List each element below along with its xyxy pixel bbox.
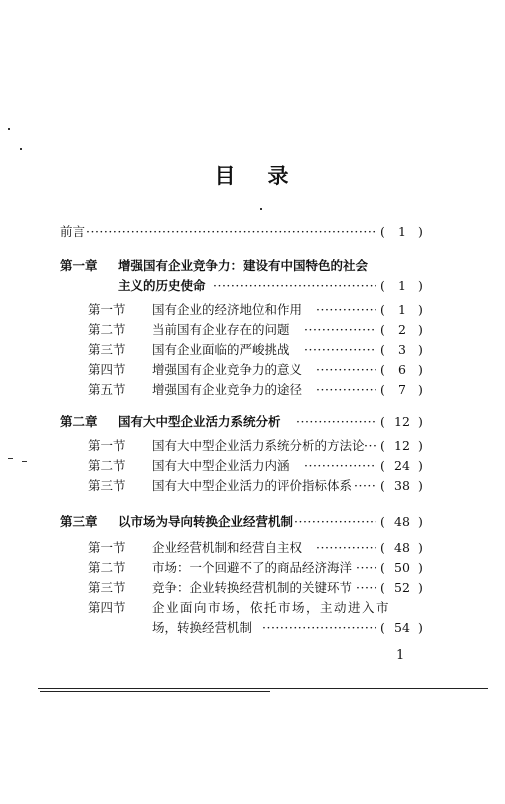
page-footer-number: 1 [396, 648, 405, 663]
dot-leader [262, 618, 376, 638]
toc-chapter-2 [0, 412, 505, 432]
page-number: 52 [394, 580, 410, 595]
page-number: 1 [398, 278, 406, 293]
scan-speck [20, 148, 22, 150]
page-number: 50 [394, 560, 410, 575]
paren-open: ( [380, 382, 385, 397]
scan-speck [8, 128, 10, 130]
paren-open: ( [380, 342, 385, 357]
section-number: 第一节 [88, 540, 126, 555]
section-number: 第三节 [88, 342, 126, 357]
toc-section [0, 360, 505, 380]
section-number: 第三节 [88, 580, 126, 595]
page-number: 48 [394, 540, 410, 555]
section-number: 第三节 [88, 478, 126, 493]
toc-section [0, 340, 505, 360]
paren-open: ( [380, 540, 385, 555]
paren-open: ( [380, 438, 385, 453]
section-title: 企业经营机制和经营自主权 [152, 540, 303, 555]
toc-section [0, 558, 505, 578]
dot-leader [356, 558, 376, 578]
scan-speck [260, 208, 262, 210]
page-number: 1 [398, 224, 406, 239]
toc-section [0, 436, 505, 456]
paren-open: ( [380, 278, 385, 293]
section-number: 第二节 [88, 560, 126, 575]
paren-close: ) [418, 580, 423, 595]
toc-chapter-1-cont [0, 276, 505, 296]
section-title: 增强国有企业竞争力的途径 [152, 382, 303, 397]
section-number: 第二节 [88, 458, 126, 473]
page-number: 3 [398, 342, 406, 357]
paren-close: ) [418, 560, 423, 575]
paren-close: ) [418, 278, 423, 293]
paren-close: ) [418, 414, 423, 429]
section-number: 第四节 [88, 362, 126, 377]
paren-open: ( [380, 514, 385, 529]
page-number: 48 [394, 514, 410, 529]
paren-open: ( [380, 302, 385, 317]
section-title: 市场：一个回避不了的商品经济海洋 [152, 560, 353, 575]
chapter-number: 第二章 [60, 414, 98, 429]
paren-open: ( [380, 224, 385, 239]
page-number: 12 [394, 414, 410, 429]
toc-section [0, 320, 505, 340]
chapter-title: 以市场为导向转换企业经营机制 [118, 514, 294, 529]
paren-close: ) [418, 620, 423, 635]
paren-close: ) [418, 458, 423, 473]
toc-section [0, 538, 505, 558]
section-title: 竞争：企业转换经营机制的关键环节 [152, 580, 353, 595]
page-number: 38 [394, 478, 410, 493]
section-number: 第四节 [88, 600, 126, 615]
paren-open: ( [380, 414, 385, 429]
section-number: 第一节 [88, 302, 126, 317]
toc-chapter-1 [0, 256, 505, 276]
dot-leader [316, 360, 376, 380]
toc-section [0, 476, 505, 496]
toc-entry-preface [0, 222, 505, 242]
page-number: 6 [398, 362, 406, 377]
paren-close: ) [418, 302, 423, 317]
paren-open: ( [380, 478, 385, 493]
section-number: 第二节 [88, 322, 126, 337]
paren-open: ( [380, 362, 385, 377]
page-number: 7 [398, 382, 406, 397]
paren-close: ) [418, 224, 423, 239]
paren-close: ) [418, 438, 423, 453]
paren-close: ) [418, 322, 423, 337]
paren-close: ) [418, 342, 423, 357]
section-title-line2: 场，转换经营机制 [152, 620, 253, 635]
paren-close: ) [418, 478, 423, 493]
title-char-2: 录 [267, 163, 291, 188]
section-title: 国有大中型企业活力系统分析的方法论 [152, 438, 365, 453]
section-title: 增强国有企业竞争力的意义 [152, 362, 303, 377]
dot-leader [316, 538, 376, 558]
section-title: 国有大中型企业活力内涵 [152, 458, 290, 473]
paren-open: ( [380, 458, 385, 473]
chapter-number: 第一章 [60, 258, 98, 273]
dot-leader [356, 578, 376, 598]
section-title-line1: 企业面向市场，依托市场，主动进入市 [152, 600, 391, 615]
dot-leader [213, 276, 376, 296]
dot-leader [304, 320, 376, 340]
page-number: 1 [398, 302, 406, 317]
dot-leader [294, 512, 376, 532]
paren-close: ) [418, 540, 423, 555]
dot-leader [86, 222, 376, 242]
chapter-number: 第三章 [60, 514, 98, 529]
section-title: 国有企业面临的严峻挑战 [152, 342, 290, 357]
toc-section-cont [0, 618, 505, 638]
footer-rule [38, 688, 488, 689]
dot-leader [304, 340, 376, 360]
section-title: 当前国有企业存在的问题 [152, 322, 290, 337]
section-title: 国有大中型企业活力的评价指标体系 [152, 478, 353, 493]
section-number: 第一节 [88, 438, 126, 453]
dot-leader [316, 380, 376, 400]
toc-section [0, 300, 505, 320]
paren-open: ( [380, 560, 385, 575]
page-number: 24 [394, 458, 410, 473]
footer-rule-thin [40, 691, 270, 692]
dot-leader [304, 456, 376, 476]
paren-close: ) [418, 382, 423, 397]
toc-section [0, 578, 505, 598]
page-number: 2 [398, 322, 406, 337]
paren-close: ) [418, 362, 423, 377]
dot-leader [296, 412, 376, 432]
dot-leader [364, 436, 376, 456]
toc-section [0, 380, 505, 400]
paren-open: ( [380, 322, 385, 337]
toc-chapter-3 [0, 512, 505, 532]
page-number: 12 [394, 438, 410, 453]
chapter-title-line2: 主义的历史使命 [118, 278, 206, 293]
entry-title: 前言 [60, 224, 86, 239]
paren-close: ) [418, 514, 423, 529]
title-char-1: 目 [214, 163, 238, 188]
dot-leader [316, 300, 376, 320]
section-title: 国有企业的经济地位和作用 [152, 302, 303, 317]
toc-section [0, 456, 505, 476]
section-number: 第五节 [88, 382, 126, 397]
paren-open: ( [380, 620, 385, 635]
page-title [0, 160, 505, 190]
toc-section [0, 598, 505, 618]
paren-open: ( [380, 580, 385, 595]
page-number: 54 [394, 620, 410, 635]
chapter-title: 国有大中型企业活力系统分析 [118, 414, 281, 429]
dot-leader [354, 476, 376, 496]
chapter-title-line1: 增强国有企业竞争力：建设有中国特色的社会 [118, 258, 369, 273]
